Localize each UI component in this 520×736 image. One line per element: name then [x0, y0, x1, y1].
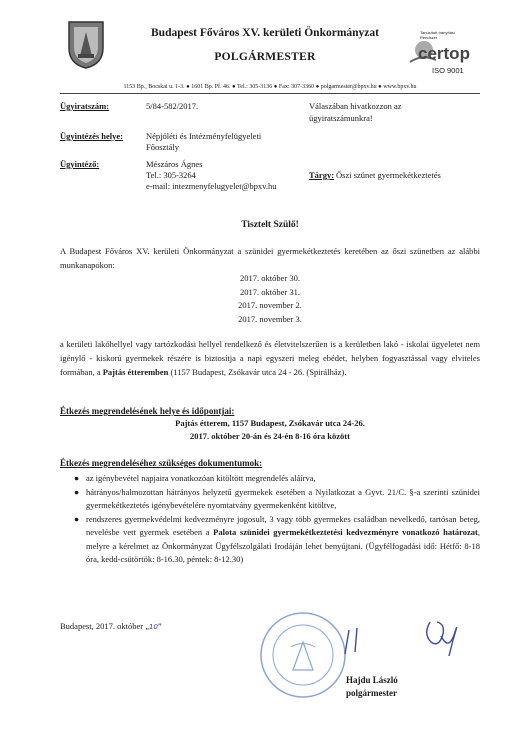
dates-list — [60, 272, 480, 326]
bullet-icon: ● — [74, 473, 80, 483]
certop-logo — [398, 26, 478, 80]
document-text-bold: Palota szünidei gyermekétkeztetési kedvezményre vonatkozó határozat — [213, 527, 478, 537]
subject-label: Tárgy: — [309, 170, 335, 180]
service-paragraph-block — [60, 337, 480, 379]
case-officer-email: e-mail: intezmenyfelugyelet@bpxv.hu — [146, 181, 277, 191]
header-divider — [60, 93, 480, 94]
office-title: POLGÁRMESTER — [214, 51, 316, 63]
reply-note-line2: ügyiratszámunkra! — [309, 113, 373, 123]
handwritten-signature — [335, 612, 485, 662]
contact-line: 1153 Bp., Bocskai u. 1-3. ● 1601 Bp. Pf. 46. ● Tel.: 305-3136 ● Fax: 307-3360 ● polgarmester@bpxv.hu ● www.bpxv.hu — [123, 84, 417, 90]
list-item — [74, 472, 480, 486]
list-item — [74, 486, 480, 513]
order-heading: Étkezés megrendelésének helye és időpontjai: — [60, 406, 235, 416]
restaurant-name: Pajtás étteremben — [102, 367, 169, 377]
reply-note-line1: Válaszában hivatkozzon az — [309, 101, 402, 111]
office-location-value-2: Főosztály — [146, 142, 180, 152]
service-text-a: a kerületi lakóhellyel vagy tartózkodási hellyel rendelkező és életvitelszerűen is a kerületben lakó - iskolai ügyeletet nem igénylő - kiskorú gyermekek részére is biztosítja a napi egyszeri meleg ebédet, helyben fogyasztással vagy elviteles formában, a — [60, 339, 480, 377]
list-item — [74, 513, 480, 567]
organization-title: Budapest Főváros XV. kerületi Önkormányzat — [151, 27, 379, 39]
handwritten-day: 10 — [149, 623, 158, 631]
date-item: 2017. október 31. — [240, 286, 300, 297]
case-number-label: Ügyiratszám: — [60, 101, 110, 111]
place-date-text: Budapest, 2017. október „ — [60, 621, 149, 631]
intro-block — [60, 244, 480, 272]
coat-of-arms-logo — [66, 18, 106, 70]
cert-brand: certop — [418, 44, 470, 63]
case-number-value: 5/84-582/2017. — [146, 101, 199, 111]
place-date — [60, 621, 162, 633]
office-location-value-1: Népjóléti és Intézményfelügyeleti — [146, 131, 262, 141]
document-text: az igénybevétel napjaira vonatkozóan kitöltött megrendelés aláírva, — [86, 473, 316, 483]
documents-list-block — [60, 472, 480, 567]
case-officer-label: Ügyintéző: — [60, 159, 100, 169]
service-paragraph — [60, 337, 480, 379]
date-item: 2017. november 3. — [238, 313, 302, 324]
office-location-label: Ügyintézés helye: — [60, 131, 124, 141]
bullet-icon: ● — [74, 513, 80, 524]
service-text-b: (1157 Budapest, Zsókavár utca 24 - 26. (Spirálház). — [168, 367, 347, 377]
case-officer-name: Mészáros Ágnes — [146, 159, 203, 169]
date-item: 2017. november 2. — [238, 300, 302, 310]
document-text-b: , melyre a kérelmet az Önkormányzat Ügyfélszolgálati Irodáján lehet benyújtani. (Ügyfélfogadási idő: Hétfő: 8-18 óra, kedd-csütörtök: 8-16.30, péntek: 8-12.30) — [86, 527, 481, 564]
document-text-a: rendszeres gyermekvédelmi kedvezményre jogosult, 3 vagy több gyermekes családban nevelkedő, tartósan beteg, nevelésbe vett gyermek esetében a — [86, 513, 480, 537]
document-text: hátrányos/halmozottan hátrányos helyzetű gyermekek esetében a Nyilatkozat a Gyvt. 21/C. §-a szerinti szünidei gyermekétkeztetés igénybevételére nyomtatvány gyermekenként kitöltve, — [86, 486, 480, 510]
signatory-title: polgármester — [346, 688, 397, 698]
cert-small-text: Tanúsított Irányítási Rendszer — [420, 30, 455, 40]
place-date-end: ” — [157, 621, 162, 631]
order-location: Pajtás étterem, 1157 Budapest, Zsókavár utca 24-26. — [175, 418, 365, 428]
intro-paragraph: A Budapest Főváros XV. kerületi Önkormányzat a szünidei gyermekétkeztetés keretében az őszi szünetben az alábbi munkanapokon: — [60, 246, 480, 270]
date-item: 2017. október 30. — [240, 273, 300, 283]
subject-value: Őszi szünet gyermekétkeztetés — [336, 170, 441, 180]
cert-standard: ISO 9001 — [432, 66, 464, 75]
case-officer-phone: Tel.: 305-3264 — [146, 170, 196, 180]
documents-list — [60, 472, 480, 567]
signatory-name: Hajdu László — [346, 675, 398, 685]
salutation: Tisztelt Szülő! — [241, 220, 299, 230]
documents-heading: Étkezés megrendeléséhez szükséges dokumentumok: — [60, 458, 263, 468]
order-time: 2017. október 20-án és 24-én 8-16 óra között — [190, 431, 350, 441]
bullet-icon: ● — [74, 486, 80, 497]
